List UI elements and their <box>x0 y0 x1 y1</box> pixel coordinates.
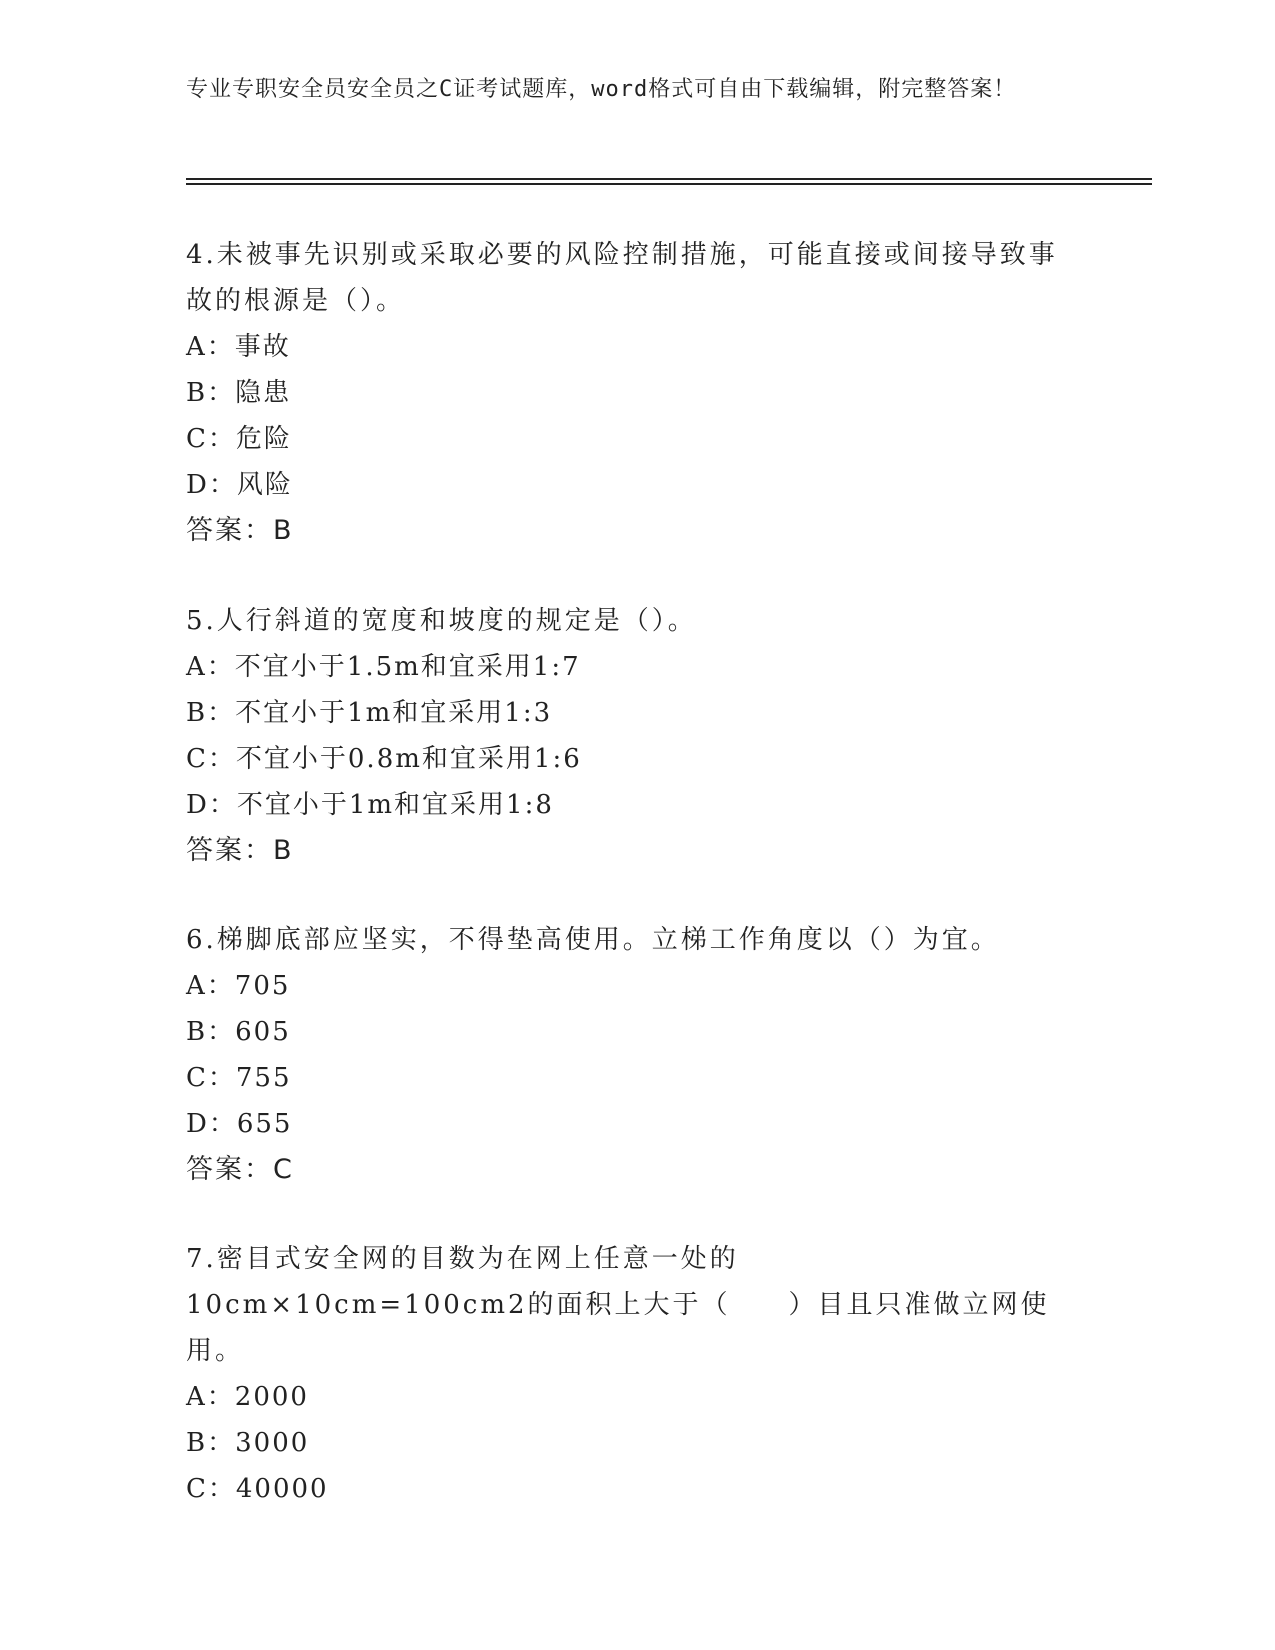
option-a: A：705 <box>186 971 291 1001</box>
question-4 <box>186 232 1066 554</box>
answer: 答案：B <box>186 515 294 546</box>
document-header: 专业专职安全员安全员之C证考试题库，word格式可自由下载编辑，附完整答案！ <box>186 77 1017 102</box>
option-b: B：605 <box>186 1017 291 1047</box>
question-title: 4.未被事先识别或采取必要的风险控制措施，可能直接或间接导致事故的根源是（）。 <box>186 240 1058 316</box>
header-rule-bottom <box>186 183 1152 185</box>
option-c: C：危险 <box>186 424 292 454</box>
answer: 答案：B <box>186 835 294 866</box>
question-title: 7.密目式安全网的目数为在网上任意一处的10cm×10cm=100cm2的面积上大于（ ）目且只准做立网使用。 <box>186 1244 1050 1366</box>
option-a: A：2000 <box>186 1382 309 1412</box>
option-b: B：不宜小于1m和宜采用1:3 <box>186 698 553 728</box>
question-title: 5.人行斜道的宽度和坡度的规定是（）。 <box>186 606 697 636</box>
question-title: 6.梯脚底部应坚实，不得垫高使用。立梯工作角度以（）为宜。 <box>186 925 1000 955</box>
header-rule-top <box>186 178 1152 180</box>
option-d: D：655 <box>186 1109 293 1139</box>
question-7 <box>186 1236 1066 1512</box>
option-d: D：不宜小于1m和宜采用1:8 <box>186 790 554 820</box>
option-b: B：3000 <box>186 1428 310 1458</box>
option-c: C：755 <box>186 1063 292 1093</box>
option-b: B：隐患 <box>186 378 292 408</box>
answer: 答案：C <box>186 1154 294 1185</box>
question-6 <box>186 917 1066 1193</box>
option-c: C：不宜小于0.8m和宜采用1:6 <box>186 744 582 774</box>
question-5 <box>186 598 1066 874</box>
option-a: A：不宜小于1.5m和宜采用1:7 <box>186 652 581 682</box>
option-c: C：40000 <box>186 1474 329 1504</box>
option-a: A：事故 <box>186 332 291 362</box>
option-d: D：风险 <box>186 470 293 500</box>
